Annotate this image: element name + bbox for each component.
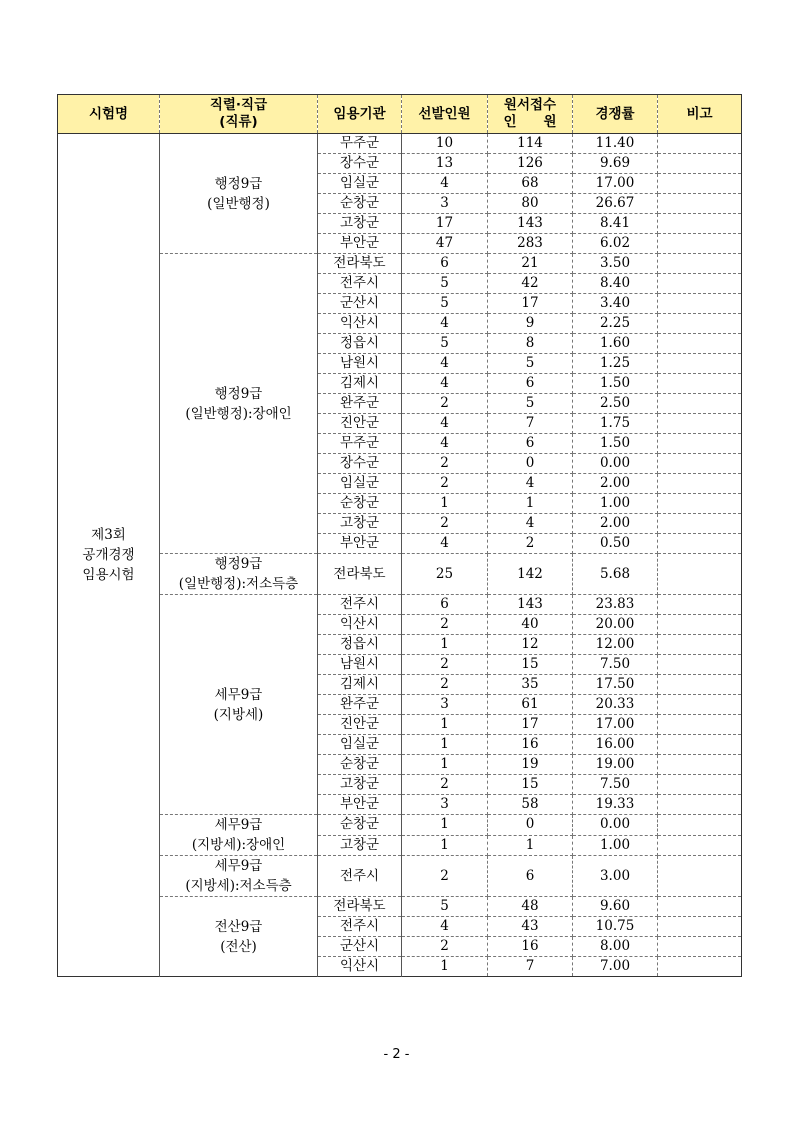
org-cell: 고창군 bbox=[318, 214, 402, 234]
exam-name-cell bbox=[58, 134, 160, 977]
org-cell: 부안군 bbox=[318, 234, 402, 254]
applicants-cell: 8 bbox=[488, 334, 573, 354]
applicants-cell: 17 bbox=[488, 715, 573, 735]
ratio-cell: 8.40 bbox=[573, 274, 658, 294]
ratio-cell: 0.00 bbox=[573, 454, 658, 474]
applicants-cell: 9 bbox=[488, 314, 573, 334]
selected-cell: 4 bbox=[402, 354, 488, 374]
rank-line2: (일반행정) bbox=[207, 195, 270, 212]
org-cell: 정읍시 bbox=[318, 635, 402, 655]
header-ratio: 경쟁률 bbox=[573, 95, 658, 134]
applicants-cell: 1 bbox=[488, 835, 573, 856]
selected-cell: 17 bbox=[402, 214, 488, 234]
selected-cell: 5 bbox=[402, 274, 488, 294]
remark-cell bbox=[658, 897, 742, 917]
rank-line1: 세무9급 bbox=[214, 858, 263, 874]
rank-line2: (전산) bbox=[220, 938, 257, 955]
rank-line1: 세무9급 bbox=[214, 686, 263, 703]
selected-cell: 4 bbox=[402, 314, 488, 334]
remark-cell bbox=[658, 615, 742, 635]
remark-cell bbox=[658, 937, 742, 957]
remark-cell bbox=[658, 374, 742, 394]
remark-cell bbox=[658, 695, 742, 715]
rank-line2: (지방세) bbox=[213, 706, 264, 723]
header-selected: 선발인원 bbox=[402, 95, 488, 134]
table-row bbox=[58, 595, 742, 615]
remark-cell bbox=[658, 434, 742, 454]
ratio-cell: 2.25 bbox=[573, 314, 658, 334]
org-cell: 김제시 bbox=[318, 675, 402, 695]
ratio-cell: 1.50 bbox=[573, 374, 658, 394]
ratio-cell: 1.25 bbox=[573, 354, 658, 374]
org-cell: 부안군 bbox=[318, 534, 402, 554]
applicants-cell: 15 bbox=[488, 775, 573, 795]
remark-cell bbox=[658, 595, 742, 615]
rank-cell bbox=[160, 815, 318, 856]
remark-cell bbox=[658, 494, 742, 514]
table-row bbox=[58, 897, 742, 917]
remark-cell bbox=[658, 957, 742, 977]
header-rank-line2: (직류) bbox=[219, 114, 258, 130]
ratio-cell: 0.50 bbox=[573, 534, 658, 554]
ratio-cell: 2.50 bbox=[573, 394, 658, 414]
ratio-cell: 3.50 bbox=[573, 254, 658, 274]
rank-cell bbox=[160, 897, 318, 977]
ratio-cell: 1.60 bbox=[573, 334, 658, 354]
applicants-cell: 48 bbox=[488, 897, 573, 917]
rank-line2: (일반행정):장애인 bbox=[185, 405, 292, 422]
remark-cell bbox=[658, 194, 742, 214]
selected-cell: 2 bbox=[402, 615, 488, 635]
remark-cell bbox=[658, 214, 742, 234]
applicants-cell: 0 bbox=[488, 815, 573, 836]
remark-cell bbox=[658, 655, 742, 675]
applicants-cell: 40 bbox=[488, 615, 573, 635]
org-cell: 장수군 bbox=[318, 454, 402, 474]
table-row bbox=[58, 856, 742, 897]
selected-cell: 1 bbox=[402, 494, 488, 514]
ratio-cell: 0.00 bbox=[573, 815, 658, 836]
org-cell: 전라북도 bbox=[318, 554, 402, 595]
ratio-cell: 5.68 bbox=[573, 554, 658, 595]
remark-cell bbox=[658, 254, 742, 274]
selected-cell: 13 bbox=[402, 154, 488, 174]
remark-cell bbox=[658, 294, 742, 314]
selected-cell: 4 bbox=[402, 374, 488, 394]
org-cell: 전라북도 bbox=[318, 254, 402, 274]
selected-cell: 3 bbox=[402, 194, 488, 214]
ratio-cell: 17.00 bbox=[573, 715, 658, 735]
ratio-cell: 1.75 bbox=[573, 414, 658, 434]
org-cell: 완주군 bbox=[318, 394, 402, 414]
applicants-cell: 2 bbox=[488, 534, 573, 554]
rank-cell bbox=[160, 134, 318, 254]
selected-cell: 2 bbox=[402, 454, 488, 474]
selected-cell: 6 bbox=[402, 254, 488, 274]
selected-cell: 4 bbox=[402, 917, 488, 937]
header-rank-line1: 직렬·직급 bbox=[209, 97, 268, 113]
remark-cell bbox=[658, 334, 742, 354]
org-cell: 무주군 bbox=[318, 434, 402, 454]
remark-cell bbox=[658, 635, 742, 655]
selected-cell: 1 bbox=[402, 635, 488, 655]
remark-cell bbox=[658, 554, 742, 595]
remark-cell bbox=[658, 394, 742, 414]
applicants-cell: 61 bbox=[488, 695, 573, 715]
ratio-cell: 1.50 bbox=[573, 434, 658, 454]
remark-cell bbox=[658, 755, 742, 775]
remark-cell bbox=[658, 354, 742, 374]
ratio-cell: 16.00 bbox=[573, 735, 658, 755]
remark-cell bbox=[658, 474, 742, 494]
applicants-cell: 19 bbox=[488, 755, 573, 775]
ratio-cell: 8.41 bbox=[573, 214, 658, 234]
remark-cell bbox=[658, 715, 742, 735]
selected-cell: 5 bbox=[402, 334, 488, 354]
rank-line1: 행정9급 bbox=[214, 385, 263, 402]
header-applicants bbox=[488, 95, 573, 134]
org-cell: 순창군 bbox=[318, 755, 402, 775]
org-cell: 전주시 bbox=[318, 917, 402, 937]
table-row bbox=[58, 254, 742, 274]
rank-line2: (지방세):장애인 bbox=[191, 837, 286, 853]
ratio-cell: 19.00 bbox=[573, 755, 658, 775]
ratio-cell: 1.00 bbox=[573, 494, 658, 514]
selected-cell: 5 bbox=[402, 294, 488, 314]
org-cell: 무주군 bbox=[318, 134, 402, 154]
selected-cell: 3 bbox=[402, 695, 488, 715]
org-cell: 전주시 bbox=[318, 856, 402, 897]
org-cell: 군산시 bbox=[318, 294, 402, 314]
org-cell: 익산시 bbox=[318, 615, 402, 635]
selected-cell: 1 bbox=[402, 715, 488, 735]
selected-cell: 2 bbox=[402, 394, 488, 414]
ratio-cell: 23.83 bbox=[573, 595, 658, 615]
ratio-cell: 7.50 bbox=[573, 655, 658, 675]
ratio-cell: 20.00 bbox=[573, 615, 658, 635]
remark-cell bbox=[658, 134, 742, 154]
org-cell: 전주시 bbox=[318, 595, 402, 615]
org-cell: 진안군 bbox=[318, 715, 402, 735]
remark-cell bbox=[658, 775, 742, 795]
applicants-cell: 6 bbox=[488, 856, 573, 897]
exam-name-line2: 공개경쟁 bbox=[82, 547, 135, 563]
selected-cell: 4 bbox=[402, 414, 488, 434]
applicants-cell: 7 bbox=[488, 414, 573, 434]
selected-cell: 25 bbox=[402, 554, 488, 595]
ratio-cell: 7.00 bbox=[573, 957, 658, 977]
applicants-cell: 16 bbox=[488, 735, 573, 755]
table-row bbox=[58, 815, 742, 836]
rank-cell bbox=[160, 254, 318, 554]
remark-cell bbox=[658, 534, 742, 554]
applicants-cell: 6 bbox=[488, 434, 573, 454]
remark-cell bbox=[658, 835, 742, 856]
org-cell: 고창군 bbox=[318, 775, 402, 795]
page-number: - 2 - bbox=[383, 1047, 410, 1062]
selected-cell: 2 bbox=[402, 514, 488, 534]
ratio-cell: 1.00 bbox=[573, 835, 658, 856]
org-cell: 임실군 bbox=[318, 735, 402, 755]
selected-cell: 10 bbox=[402, 134, 488, 154]
applicants-cell: 43 bbox=[488, 917, 573, 937]
exam-name-line3: 임용시험 bbox=[82, 567, 135, 583]
table-body bbox=[58, 134, 742, 977]
rank-cell bbox=[160, 856, 318, 897]
org-cell: 군산시 bbox=[318, 937, 402, 957]
ratio-cell: 19.33 bbox=[573, 795, 658, 815]
ratio-cell: 9.69 bbox=[573, 154, 658, 174]
rank-line1: 행정9급 bbox=[214, 175, 263, 192]
remark-cell bbox=[658, 675, 742, 695]
selected-cell: 4 bbox=[402, 434, 488, 454]
remark-cell bbox=[658, 314, 742, 334]
applicants-cell: 15 bbox=[488, 655, 573, 675]
rank-line2: (일반행정):저소득층 bbox=[178, 576, 299, 592]
rank-line1: 행정9급 bbox=[214, 556, 263, 572]
remark-cell bbox=[658, 514, 742, 534]
exam-name-line1: 제3회 bbox=[91, 527, 126, 543]
selected-cell: 5 bbox=[402, 897, 488, 917]
applicants-cell: 68 bbox=[488, 174, 573, 194]
rank-line2: (지방세):저소득층 bbox=[185, 878, 292, 894]
selected-cell: 4 bbox=[402, 534, 488, 554]
org-cell: 고창군 bbox=[318, 514, 402, 534]
org-cell: 김제시 bbox=[318, 374, 402, 394]
ratio-cell: 2.00 bbox=[573, 514, 658, 534]
applicants-cell: 114 bbox=[488, 134, 573, 154]
applicants-cell: 5 bbox=[488, 354, 573, 374]
ratio-cell: 2.00 bbox=[573, 474, 658, 494]
remark-cell bbox=[658, 795, 742, 815]
ratio-cell: 17.00 bbox=[573, 174, 658, 194]
applicants-cell: 143 bbox=[488, 595, 573, 615]
selected-cell: 3 bbox=[402, 795, 488, 815]
selected-cell: 2 bbox=[402, 775, 488, 795]
org-cell: 임실군 bbox=[318, 174, 402, 194]
remark-cell bbox=[658, 815, 742, 836]
applicants-cell: 16 bbox=[488, 937, 573, 957]
ratio-cell: 20.33 bbox=[573, 695, 658, 715]
header-row bbox=[58, 95, 742, 134]
org-cell: 완주군 bbox=[318, 695, 402, 715]
org-cell: 전라북도 bbox=[318, 897, 402, 917]
org-cell: 익산시 bbox=[318, 957, 402, 977]
applicants-cell: 143 bbox=[488, 214, 573, 234]
ratio-cell: 8.00 bbox=[573, 937, 658, 957]
remark-cell bbox=[658, 856, 742, 897]
selected-cell: 47 bbox=[402, 234, 488, 254]
applicants-cell: 5 bbox=[488, 394, 573, 414]
rank-line1: 세무9급 bbox=[214, 817, 263, 833]
ratio-cell: 10.75 bbox=[573, 917, 658, 937]
applicants-cell: 6 bbox=[488, 374, 573, 394]
org-cell: 진안군 bbox=[318, 414, 402, 434]
ratio-cell: 9.60 bbox=[573, 897, 658, 917]
remark-cell bbox=[658, 917, 742, 937]
remark-cell bbox=[658, 234, 742, 254]
applicants-cell: 126 bbox=[488, 154, 573, 174]
applicants-cell: 283 bbox=[488, 234, 573, 254]
org-cell: 순창군 bbox=[318, 194, 402, 214]
ratio-cell: 3.40 bbox=[573, 294, 658, 314]
org-cell: 고창군 bbox=[318, 835, 402, 856]
applicants-cell: 42 bbox=[488, 274, 573, 294]
selected-cell: 1 bbox=[402, 957, 488, 977]
applicants-cell: 21 bbox=[488, 254, 573, 274]
ratio-cell: 17.50 bbox=[573, 675, 658, 695]
selected-cell: 2 bbox=[402, 655, 488, 675]
applicants-cell: 142 bbox=[488, 554, 573, 595]
ratio-cell: 12.00 bbox=[573, 635, 658, 655]
table-row bbox=[58, 554, 742, 595]
header-remark: 비고 bbox=[658, 95, 742, 134]
ratio-cell: 11.40 bbox=[573, 134, 658, 154]
applicants-cell: 12 bbox=[488, 635, 573, 655]
applicants-cell: 4 bbox=[488, 514, 573, 534]
remark-cell bbox=[658, 174, 742, 194]
ratio-cell: 26.67 bbox=[573, 194, 658, 214]
org-cell: 전주시 bbox=[318, 274, 402, 294]
selected-cell: 6 bbox=[402, 595, 488, 615]
remark-cell bbox=[658, 414, 742, 434]
header-applicants-line2: 인 원 bbox=[503, 114, 557, 130]
applicants-cell: 4 bbox=[488, 474, 573, 494]
remark-cell bbox=[658, 154, 742, 174]
selected-cell: 2 bbox=[402, 474, 488, 494]
applicants-cell: 80 bbox=[488, 194, 573, 214]
org-cell: 익산시 bbox=[318, 314, 402, 334]
selected-cell: 1 bbox=[402, 815, 488, 836]
selected-cell: 2 bbox=[402, 937, 488, 957]
org-cell: 장수군 bbox=[318, 154, 402, 174]
remark-cell bbox=[658, 735, 742, 755]
header-exam: 시험명 bbox=[58, 95, 160, 134]
applicants-cell: 58 bbox=[488, 795, 573, 815]
applicants-cell: 7 bbox=[488, 957, 573, 977]
selected-cell: 2 bbox=[402, 675, 488, 695]
header-rank bbox=[160, 95, 318, 134]
header-org: 임용기관 bbox=[318, 95, 402, 134]
header-applicants-line1: 원서접수 bbox=[503, 97, 557, 113]
ratio-cell: 6.02 bbox=[573, 234, 658, 254]
selected-cell: 1 bbox=[402, 735, 488, 755]
competition-ratio-table bbox=[57, 94, 742, 977]
org-cell: 남원시 bbox=[318, 655, 402, 675]
ratio-cell: 3.00 bbox=[573, 856, 658, 897]
applicants-cell: 35 bbox=[488, 675, 573, 695]
table-row bbox=[58, 134, 742, 154]
remark-cell bbox=[658, 454, 742, 474]
rank-line1: 전산9급 bbox=[214, 918, 263, 935]
selected-cell: 4 bbox=[402, 174, 488, 194]
org-cell: 임실군 bbox=[318, 474, 402, 494]
selected-cell: 1 bbox=[402, 755, 488, 775]
selected-cell: 1 bbox=[402, 835, 488, 856]
applicants-cell: 1 bbox=[488, 494, 573, 514]
ratio-cell: 7.50 bbox=[573, 775, 658, 795]
applicants-cell: 17 bbox=[488, 294, 573, 314]
rank-cell bbox=[160, 554, 318, 595]
remark-cell bbox=[658, 274, 742, 294]
selected-cell: 2 bbox=[402, 856, 488, 897]
org-cell: 부안군 bbox=[318, 795, 402, 815]
org-cell: 정읍시 bbox=[318, 334, 402, 354]
org-cell: 순창군 bbox=[318, 494, 402, 514]
applicants-cell: 0 bbox=[488, 454, 573, 474]
org-cell: 순창군 bbox=[318, 815, 402, 836]
org-cell: 남원시 bbox=[318, 354, 402, 374]
rank-cell bbox=[160, 595, 318, 815]
